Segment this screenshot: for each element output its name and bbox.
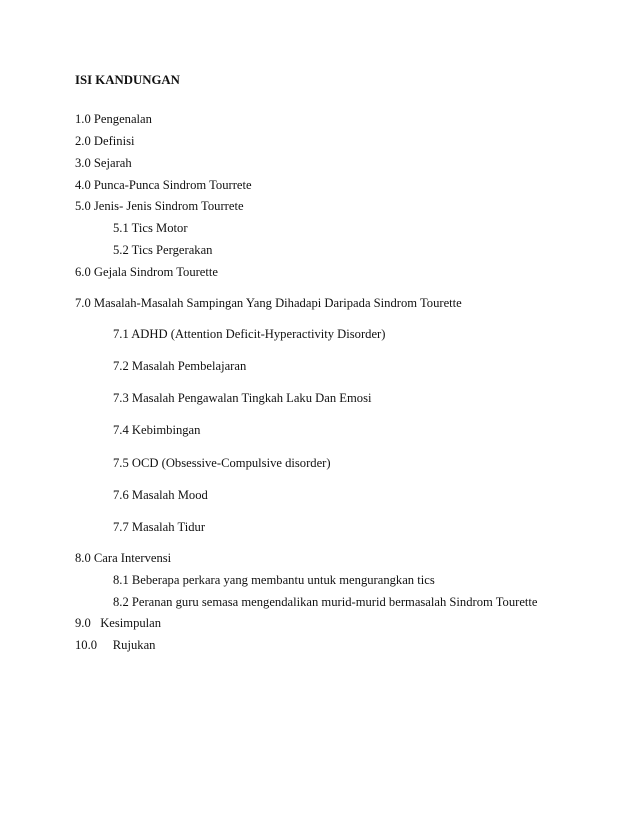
toc-entry-8-2: 8.2 Peranan guru semasa mengendalikan murid-murid bermasalah Sindrom Tourette <box>113 595 538 609</box>
toc-entry-5-0: 5.0 Jenis- Jenis Sindrom Tourrete <box>75 199 244 213</box>
toc-entry-7-2: 7.2 Masalah Pembelajaran <box>113 359 247 373</box>
toc-entry-9-0: 9.0 Kesimpulan <box>75 616 162 630</box>
toc-entry-6-0: 6.0 Gejala Sindrom Tourette <box>75 265 218 279</box>
toc-entry-7-0: 7.0 Masalah-Masalah Sampingan Yang Dihadapi Daripada Sindrom Tourette <box>75 296 462 310</box>
toc-entry-5-2: 5.2 Tics Pergerakan <box>113 243 213 257</box>
toc-entry-2-0: 2.0 Definisi <box>75 134 135 148</box>
toc-entry-10-0: 10.0 Rujukan <box>75 638 156 652</box>
toc-entry-7-3: 7.3 Masalah Pengawalan Tingkah Laku Dan Emosi <box>113 391 372 405</box>
toc-entry-7-6: 7.6 Masalah Mood <box>113 488 208 502</box>
toc-entry-3-0: 3.0 Sejarah <box>75 156 132 170</box>
toc-entry-8-0: 8.0 Cara Intervensi <box>75 551 172 565</box>
toc-entry-7-5: 7.5 OCD (Obsessive-Compulsive disorder) <box>113 456 331 470</box>
toc-entry-4-0: 4.0 Punca-Punca Sindrom Tourrete <box>75 178 252 192</box>
toc-entry-7-4: 7.4 Kebimbingan <box>113 423 201 437</box>
toc-entry-1-0: 1.0 Pengenalan <box>75 112 152 126</box>
toc-entry-5-1: 5.1 Tics Motor <box>113 221 188 235</box>
toc-entry-8-1: 8.1 Beberapa perkara yang membantu untuk mengurangkan tics <box>113 573 435 587</box>
toc-entry-7-7: 7.7 Masalah Tidur <box>113 520 206 534</box>
page-title: ISI KANDUNGAN <box>75 73 180 87</box>
toc-entry-7-1: 7.1 ADHD (Attention Deficit-Hyperactivity Disorder) <box>113 327 386 341</box>
